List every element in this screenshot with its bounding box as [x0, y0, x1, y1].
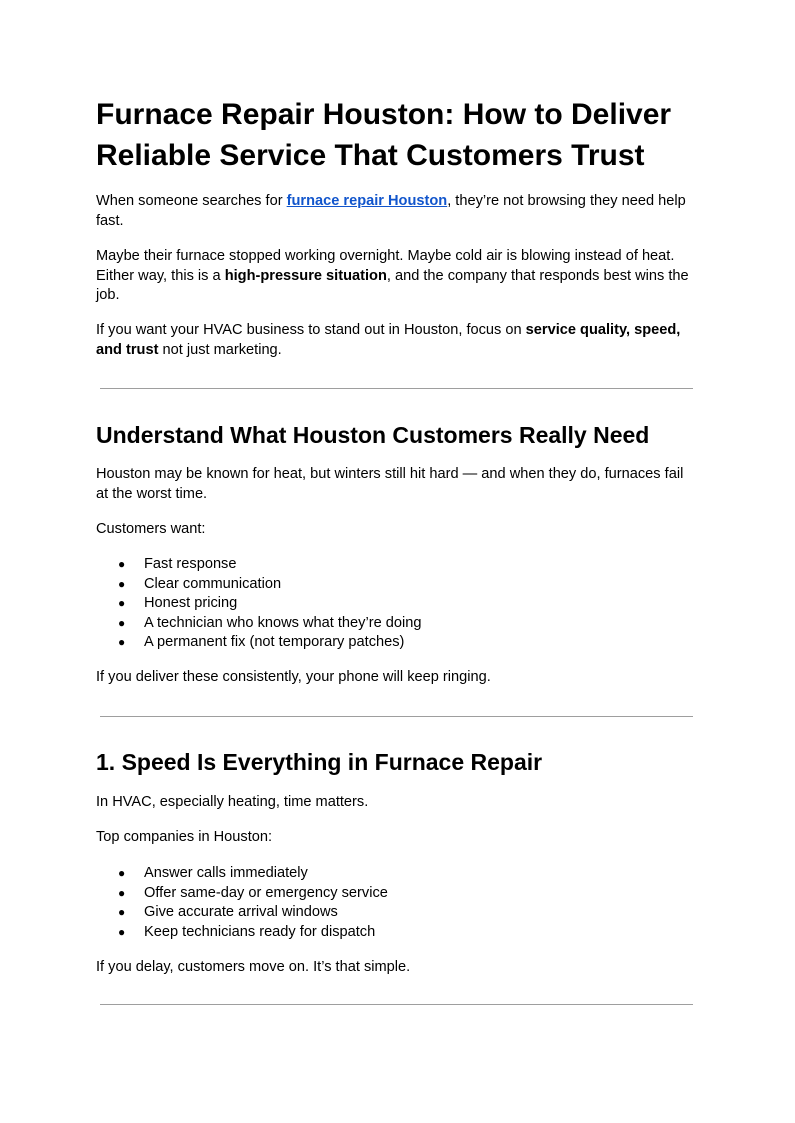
list-item-label: A technician who knows what they’re doing [144, 614, 422, 631]
bullet-icon: ● [118, 576, 126, 591]
list-item [96, 575, 421, 595]
list-item-label: Offer same-day or emergency service [144, 884, 388, 901]
intro-paragraph-3 [96, 321, 696, 360]
bullet-icon: ● [118, 557, 126, 571]
divider-1 [100, 388, 693, 389]
bullet-icon: ● [118, 866, 126, 880]
intro-p1-text-before: When someone searches for [96, 193, 287, 209]
intro-paragraph-1 [96, 192, 696, 231]
bullet-icon: ● [118, 885, 126, 900]
section2-paragraph-1: In HVAC, especially heating, time matters. [96, 794, 369, 810]
section1-paragraph-2: Customers want: [96, 521, 206, 537]
list-item [96, 594, 421, 614]
list-item-label: Clear communication [144, 575, 282, 592]
bullet-icon: ● [118, 635, 126, 649]
section2-heading: 1. Speed Is Everything in Furnace Repair [96, 749, 543, 775]
list-item-label: Answer calls immediately [144, 865, 308, 881]
bullet-icon: ● [118, 596, 126, 610]
page-title: Furnace Repair Houston: How to Deliver Reliable Service That Customers Trust [96, 98, 672, 172]
list-item [96, 903, 388, 923]
section2-paragraph-3: If you delay, customers move on. It’s that simple. [96, 959, 411, 975]
list-item [96, 884, 388, 904]
list-item [96, 923, 388, 943]
list-item [96, 614, 421, 634]
list-item-label: Give accurate arrival windows [144, 904, 338, 920]
intro-p2-bold: high-pressure situation [224, 267, 387, 284]
list-item-label: Fast response [144, 556, 237, 572]
section2-paragraph-2: Top companies in Houston: [96, 829, 273, 845]
section1-paragraph-3: If you deliver these consistently, your phone will keep ringing. [96, 669, 491, 685]
list-item [96, 633, 421, 653]
bullet-icon: ● [118, 924, 126, 939]
bullet-icon: ● [118, 615, 126, 630]
section1-heading: Understand What Houston Customers Really Need [96, 422, 650, 448]
intro-p1-text-after: , they’re not browsing they need help fast. [96, 193, 686, 229]
list-item-label: A permanent fix (not temporary patches) [144, 634, 405, 650]
intro-p3-bold: service quality, speed, and trust [96, 322, 681, 358]
intro-p2-text-after: , and the company that responds best wins the job. [96, 267, 689, 303]
divider-2 [100, 716, 693, 717]
list-item [96, 864, 388, 884]
furnace-repair-houston-link[interactable]: furnace repair Houston [286, 193, 448, 209]
section1-paragraph-1: Houston may be known for heat, but winters still hit hard — and when they do, furnaces fail at the worst time. [96, 466, 684, 502]
list-item-label: Keep technicians ready for dispatch [144, 923, 376, 940]
list-item-label: Honest pricing [144, 595, 238, 611]
intro-p3-text-before: If you want your HVAC business to stand out in Houston, focus on [96, 322, 526, 338]
intro-p3-text-after: not just marketing. [158, 341, 282, 358]
section1-list [96, 555, 421, 653]
intro-paragraph-2 [96, 247, 696, 306]
section2-list [96, 864, 388, 942]
divider-3 [100, 1004, 693, 1005]
bullet-icon: ● [118, 905, 126, 919]
list-item [96, 555, 421, 575]
intro-p2-text-before: Maybe their furnace stopped working overnight. Maybe cold air is blowing instead of heat. Either way, this is a [96, 248, 675, 284]
